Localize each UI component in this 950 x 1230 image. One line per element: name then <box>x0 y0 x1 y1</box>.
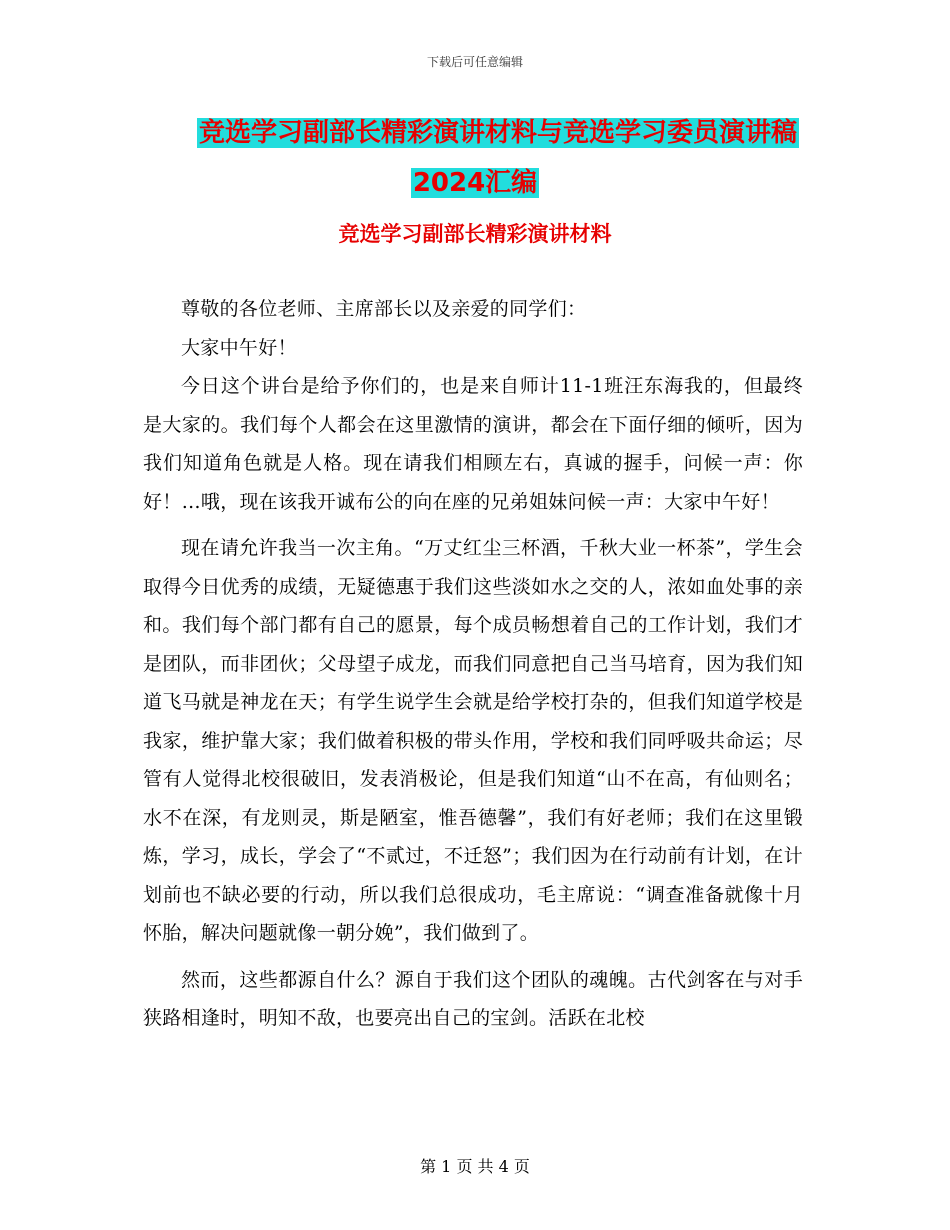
section-title: 竞选学习副部长精彩演讲材料 <box>338 222 612 246</box>
page-footer: 第 1 页 共 4 页 <box>420 1157 530 1176</box>
document-body <box>143 290 803 1038</box>
header-note: 下载后可任意编辑 <box>426 55 523 69</box>
paragraph-salutation: 大家中午好！ <box>181 336 297 359</box>
paragraph: 现在请允许我当一次主角。“万丈红尘三杯酒，千秋大业一杯茶”，学生会取得今日优秀的成绩，无疑德惠于我们这些淡如水之交的人，浓如血处事的亲和。我们每个部门都有自己的愿景，每个成员畅想着自己的工作计划，我们才是团队，而非团伙；父母望子成龙，而我们同意把自己当马培育，因为我们知道飞马就是神龙在天；有学生说学生会就是给学校打杂的，但我们知道学校是我家，维护靠大家；我们做着积极的带头作用，学校和我们同呼吸共命运；尽管有人觉得北校很破旧，发表消极论，但是我们知道“山不在高，有仙则名；水不在深，有龙则灵，斯是陋室，惟吾德馨”，我们有好老师；我们在这里锻炼，学习，成长，学会了“不贰过，不迁怒”；我们因为在行动前有计划，在计划前也不缺必要的行动，所以我们总很成功，毛主席说：“调查准备就像十月怀胎，解决问题就像一朝分娩”，我们做到了。 <box>143 537 803 944</box>
document-title-line-2: 2024汇编 <box>412 168 538 198</box>
document-title-line-1: 竞选学习副部长精彩演讲材料与竞选学习委员演讲稿 <box>198 118 797 148</box>
paragraph: 今日这个讲台是给予你们的，也是来自师计11-1班汪东海我的，但最终是大家的。我们每个人都会在这里激情的演讲，都会在下面仔细的倾听，因为我们知道角色就是人格。现在请我们相顾左右，真诚的握手，问候一声：你好！…哦，现在该我开诚布公的向在座的兄弟姐妹问候一声：大家中午好！ <box>143 375 803 513</box>
document-title <box>0 108 950 208</box>
paragraph-greeting: 尊敬的各位老师、主席部长以及亲爱的同学们： <box>181 298 587 320</box>
paragraph: 然而，这些都源自什么？源自于我们这个团队的魂魄。古代剑客在与对手狭路相逢时，明知不敌，也要亮出自己的宝剑。活跃在北校 <box>143 968 803 1029</box>
